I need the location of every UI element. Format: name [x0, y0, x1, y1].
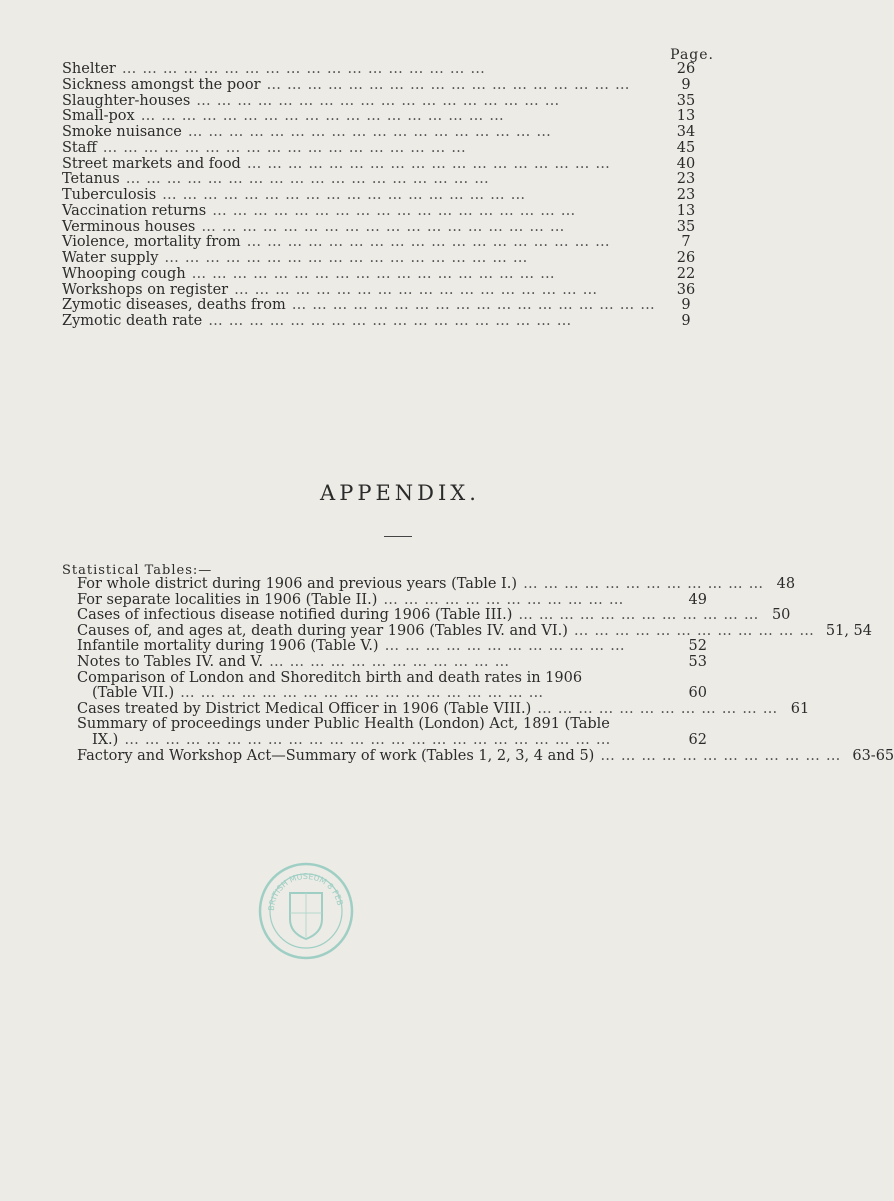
index-entry-page: 13 — [676, 202, 696, 219]
index-entry-label: Tuberculosis — [62, 187, 157, 203]
appendix-entry-label: Cases treated by District Medical Officer in 1906 (Table VIII.) — [77, 700, 532, 717]
index-list — [62, 62, 702, 330]
leader-dots: ……………………………………………… — [121, 61, 491, 77]
appendix-entry-label: Summary of proceedings under Public Health (London) Act, 1891 (Table — [77, 716, 610, 733]
appendix-entry-label: Notes to Tables IV. and V. — [77, 653, 264, 670]
leader-dots: ……………………………………………… — [291, 297, 661, 314]
index-entry-label: Smoke nuisance — [62, 124, 182, 140]
appendix-entry-page: 60 — [688, 685, 707, 702]
index-entry-label: Tetanus — [62, 171, 120, 188]
leader-dots: ……………………………… — [518, 607, 765, 624]
leader-dots: ……………………………………………… — [234, 281, 604, 298]
appendix-entry-label: Causes of, and ages at, death during year 1906 (Tables IV. and VI.) — [77, 622, 568, 639]
index-entry-page: 9 — [681, 76, 691, 93]
index-entry — [62, 157, 702, 173]
index-entry — [62, 314, 702, 330]
index-entry-page: 22 — [676, 265, 696, 282]
index-entry-page: 34 — [676, 124, 696, 140]
index-entry-page: 7 — [681, 234, 691, 251]
leader-dots: ……………………………… — [384, 638, 631, 655]
index-entry-label: Workshops on register — [62, 281, 229, 298]
index-entry — [62, 283, 702, 299]
appendix-entry — [77, 700, 810, 718]
index-entry — [62, 298, 702, 314]
appendix-entry-label: For separate localities in 1906 (Table II.) — [77, 591, 378, 608]
appendix-entry — [77, 576, 796, 593]
index-entry-page: 35 — [676, 92, 696, 109]
appendix-entry — [77, 686, 707, 702]
leader-dots: ……………………………………………… — [187, 124, 557, 140]
appendix-entry-label: Factory and Workshop Act—Summary of work (Tables 1, 2, 3, 4 and 5) — [77, 747, 595, 764]
index-entry-label: Staff — [62, 139, 97, 156]
page-column-header: Page. — [670, 47, 714, 63]
index-entry — [62, 125, 702, 141]
appendix-entry-label: IX.) — [92, 731, 119, 748]
appendix-entry-page: 48 — [776, 576, 796, 592]
index-entry-label: Verminous houses — [62, 218, 196, 235]
leader-dots: ……………………………………………… — [102, 139, 472, 156]
index-entry — [62, 62, 702, 78]
index-entry-label: Violence, mortality from — [62, 234, 241, 251]
index-entry — [62, 172, 702, 188]
index-entry-label: Vaccination returns — [62, 202, 207, 219]
appendix-entry — [77, 593, 707, 609]
appendix-entry-page: 53 — [688, 653, 707, 670]
leader-dots: ……………………………… — [573, 622, 820, 639]
leader-dots: ……………………………… — [537, 700, 784, 717]
index-entry-label: Zymotic diseases, deaths from — [62, 297, 286, 314]
appendix-entry — [77, 671, 707, 687]
index-entry-page: 23 — [676, 187, 696, 203]
appendix-entry-label: (Table VII.) — [92, 685, 175, 702]
leader-dots: ……………………………… — [600, 747, 847, 764]
leader-dots: ……………………………… — [523, 576, 770, 592]
index-entry-page: 35 — [676, 218, 696, 235]
appendix-entry — [77, 655, 707, 671]
appendix-entry-page: 49 — [688, 591, 707, 608]
leader-dots: ……………………………… — [383, 591, 630, 608]
index-entry — [62, 109, 702, 125]
index-entry-label: Slaughter-houses — [62, 92, 191, 109]
leader-dots: ……………………………………………………………… — [124, 731, 617, 748]
appendix-entry — [77, 639, 707, 655]
appendix-entry-page: 62 — [688, 731, 707, 748]
statistical-tables-heading: Statistical Tables:— — [62, 563, 213, 578]
appendix-entry-list — [77, 576, 894, 764]
leader-dots: ……………………………… — [269, 653, 516, 670]
leader-dots: ……………………………………………… — [125, 171, 495, 188]
index-entry-label: Shelter — [62, 61, 116, 77]
index-entry — [62, 204, 702, 220]
appendix-entry-label: Infantile mortality during 1906 (Table V.) — [77, 638, 379, 655]
leader-dots: ……………………………………………… — [212, 202, 582, 219]
index-entry — [62, 141, 702, 157]
leader-dots: ……………………………………………… — [208, 313, 578, 329]
appendix-entry-label: Cases of infectious disease notified during 1906 (Table III.) — [77, 607, 513, 624]
index-entry-page: 9 — [681, 297, 691, 314]
index-entry — [62, 188, 702, 204]
index-entry-page: 26 — [676, 61, 696, 77]
index-entry-page: 9 — [681, 313, 691, 329]
index-entry-page: 40 — [676, 155, 696, 172]
leader-dots: ……………………………………………… — [201, 218, 571, 235]
index-entry-label: Street markets and food — [62, 155, 241, 172]
index-entry-label: Water supply — [62, 250, 159, 266]
appendix-entry-page: 51, 54 — [825, 622, 872, 639]
stamp-text: BRITISH MUSEUM 8 FEB — [266, 871, 345, 912]
leader-dots: ……………………………………………… — [266, 76, 636, 93]
appendix-entry-page: 52 — [688, 638, 707, 655]
appendix-entry — [77, 747, 894, 765]
appendix-divider — [384, 536, 412, 537]
index-entry-label: Zymotic death rate — [62, 313, 203, 329]
leader-dots: ……………………………………………… — [180, 685, 550, 702]
leader-dots: ……………………………………………… — [162, 187, 532, 203]
index-entry — [62, 78, 702, 94]
index-entry-page: 26 — [676, 250, 696, 266]
index-entry-page: 23 — [676, 171, 696, 188]
index-entry — [62, 267, 702, 283]
library-stamp — [256, 861, 356, 961]
index-entry-page: 13 — [676, 108, 696, 125]
appendix-entry — [77, 622, 872, 640]
index-entry — [62, 235, 702, 251]
index-entry-label: Small-pox — [62, 108, 135, 125]
appendix-entry-page: 63-65 — [852, 747, 894, 764]
index-entry-page: 36 — [676, 281, 696, 298]
index-entry-page: 45 — [676, 139, 696, 156]
appendix-entry-page: 50 — [771, 607, 791, 624]
appendix-entry — [77, 607, 791, 624]
index-entry — [62, 94, 702, 110]
leader-dots: ……………………………………………… — [246, 234, 616, 251]
appendix-entry — [77, 717, 707, 733]
leader-dots: ……………………………………………… — [196, 92, 566, 109]
appendix-entry-page: 61 — [790, 700, 810, 717]
leader-dots: ……………………………………………… — [246, 155, 616, 172]
appendix-entry-label: Comparison of London and Shoreditch birth and death rates in 1906 — [77, 669, 583, 686]
appendix-entry — [77, 733, 707, 749]
index-entry — [62, 220, 702, 236]
leader-dots: ……………………………………………… — [164, 250, 534, 266]
index-entry — [62, 251, 702, 267]
index-entry-label: Sickness amongst the poor — [62, 76, 261, 93]
leader-dots: ……………………………………………… — [140, 108, 510, 125]
appendix-entry-label: For whole district during 1906 and previous years (Table I.) — [77, 576, 518, 592]
index-entry-label: Whooping cough — [62, 265, 186, 282]
leader-dots: ……………………………………………… — [191, 265, 561, 282]
appendix-title: APPENDIX. — [320, 481, 480, 505]
